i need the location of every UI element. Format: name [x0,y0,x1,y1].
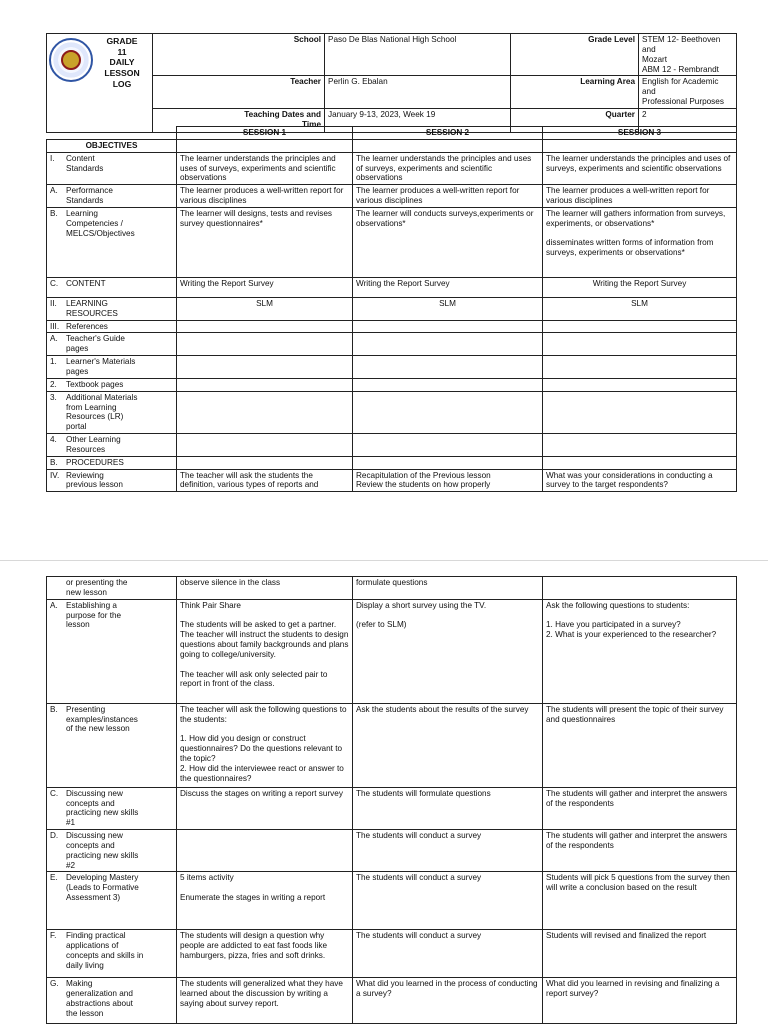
session-1-cell: The teacher will ask the students the definition, various types of reports and [177,469,353,492]
learning-area-value: English for Academic and Professional Purposes [639,76,737,109]
session-3-cell [543,577,737,600]
session-1-cell: Think Pair Share The students will be asked to get a partner. The teacher will instruct the students to design questions about family backgrounds and plans going to college/university. The teacher will ask only selected pair to report in front of the class. [177,599,353,703]
session-3-cell: The students will gather and interpret the answers of the respondents [543,787,737,829]
session-2-cell: The students will conduct a survey [353,872,543,930]
lesson-table-page1 [46,126,737,492]
row-number: 1. [50,357,57,367]
table-row [47,469,737,492]
row-label-cell [47,152,177,185]
row-label: Content Standards [66,153,104,173]
session-3-cell [543,434,737,457]
row-number: E. [50,873,58,883]
session-2-cell: Writing the Report Survey [353,277,543,297]
row-number: C. [50,278,59,288]
row-label: Performance Standards [66,186,113,206]
session-1-cell [177,830,353,872]
table-row [47,434,737,457]
row-number: B. [50,704,58,714]
session-2-header: SESSION 2 [353,127,543,140]
row-label-cell [47,703,177,787]
row-label-cell [47,577,177,600]
row-label: Finding practical applications of concepts and skills in daily living [66,931,144,970]
session-3-cell [543,378,737,391]
row-number: IV. [50,470,60,480]
row-number: II. [50,298,57,308]
session-2-cell [353,434,543,457]
session-1-cell [177,378,353,391]
session-1-cell [177,320,353,333]
row-number: F. [50,931,57,941]
session-2-cell: formulate questions [353,577,543,600]
table-row [47,703,737,787]
header-table [46,33,737,133]
session-2-cell [353,333,543,356]
row-number: A. [50,186,58,196]
table-row [47,978,737,1024]
page1-rows [47,152,737,492]
session-2-cell [353,456,543,469]
row-label-cell [47,978,177,1024]
learning-area-label: Learning Area [511,76,639,109]
row-label-cell [47,434,177,457]
session-2-cell: Display a short survey using the TV. (refer to SLM) [353,599,543,703]
page-2 [0,560,768,1024]
row-label-cell [47,333,177,356]
row-label-cell [47,787,177,829]
row-label: Making generalization and abstractions about the lesson [66,979,133,1018]
row-label-cell [47,391,177,433]
session-2-cell: What did you learned in the process of conducting a survey? [353,978,543,1024]
session-3-cell [543,391,737,433]
session-3-cell [543,333,737,356]
session-1-cell [177,391,353,433]
session-3-cell: What was your considerations in conducting a survey to the target respondents? [543,469,737,492]
session-3-header: SESSION 3 [543,127,737,140]
row-number: A. [50,600,58,610]
session-1-cell: Writing the Report Survey [177,277,353,297]
session-1-cell: Discuss the stages on writing a report survey [177,787,353,829]
table-row [47,185,737,208]
deped-seal-icon [49,38,93,82]
corner-cell [47,127,177,140]
session-2-cell: Recapitulation of the Previous lesson Review the students on how properly [353,469,543,492]
doc-title: GRADE 11 DAILY LESSON LOG [104,36,140,89]
session-2-cell [353,356,543,379]
row-label: Discussing new concepts and practicing new skills #1 [66,788,139,828]
grade-level-value: STEM 12- Beethoven and Mozart ABM 12 - Rembrandt [639,34,737,76]
session-1-cell: The learner understands the principles and uses of surveys, experiments and scientific observations [177,152,353,185]
row-label-cell [47,599,177,703]
table-row [47,277,737,297]
session-2-cell: Ask the students about the results of the survey [353,703,543,787]
objectives-heading: OBJECTIVES [47,139,177,152]
row-label: Textbook pages [66,379,124,389]
session-1-cell: The learner produces a well-written report for various disciplines [177,185,353,208]
session-3-cell: Ask the following questions to students: 1. Have you participated in a survey? 2. What is your experienced to the researcher? [543,599,737,703]
session-3-cell [543,320,737,333]
quarter-value: 2 [639,108,737,132]
session-1-cell [177,333,353,356]
lesson-table-page2 [46,576,737,1024]
row-number: III. [50,321,60,331]
row-number: D. [50,831,59,841]
logo-title-cell [47,34,153,133]
row-label-cell [47,185,177,208]
session-1-cell: observe silence in the class [177,577,353,600]
session-3-cell: The learner will gathers information from surveys, experiments, or observations* disseminates written forms of information from surveys, experiments or observations* [543,207,737,277]
session-3-cell [543,356,737,379]
table-row [47,787,737,829]
session-1-cell [177,456,353,469]
table-row [47,378,737,391]
school-label: School [153,34,325,76]
row-label: Presenting examples/instances of the new lesson [66,704,138,734]
row-label: Teacher's Guide pages [66,334,125,354]
row-number [50,578,66,598]
teacher-label: Teacher [153,76,325,109]
session-1-cell: 5 items activity Enumerate the stages in writing a report [177,872,353,930]
session-3-cell: The learner understands the principles and uses of surveys, experiments and scientific observations [543,152,737,185]
row-label: Developing Mastery (Leads to Formative Assessment 3) [66,873,139,903]
session-2-cell: The learner produces a well-written report for various disciplines [353,185,543,208]
session-1-cell: The students will design a question why people are addicted to eat fast foods like hamburgers, pizza, fries and soft drinks. [177,930,353,978]
session-3-cell: SLM [543,297,737,320]
table-row [47,456,737,469]
row-label-cell [47,456,177,469]
session-3-cell: Students will revised and finalized the report [543,930,737,978]
row-number: I. [50,153,55,163]
row-number: 3. [50,392,57,402]
dates-value: January 9-13, 2023, Week 19 [325,108,511,132]
row-number: G. [50,979,59,989]
session-3-cell: What did you learned in revising and finalizing a report survey? [543,978,737,1024]
session-2-cell: The learner will conducts surveys,experiments or observations* [353,207,543,277]
row-label: References [66,321,108,331]
row-label-cell [47,378,177,391]
session-3-cell: The learner produces a well-written report for various disciplines [543,185,737,208]
row-label-cell [47,320,177,333]
row-label-cell [47,207,177,277]
session-1-header: SESSION 1 [177,127,353,140]
session-3-cell: The students will gather and interpret the answers of the respondents [543,830,737,872]
session-3-cell: The students will present the topic of their survey and questionnaires [543,703,737,787]
session-1-cell [177,356,353,379]
row-label: Learner's Materials pages [66,357,136,376]
session-1-cell: SLM [177,297,353,320]
session-3-cell [543,456,737,469]
row-number: B. [50,457,58,467]
session-2-cell: The students will conduct a survey [353,830,543,872]
page2-rows [47,577,737,1024]
table-row [47,830,737,872]
row-number: C. [50,788,59,798]
table-row [47,391,737,433]
row-label: or presenting the new lesson [66,578,128,597]
row-label: Other Learning Resources [66,435,121,454]
session-3-cell: Students will pick 5 questions from the survey then will write a conclusion based on the result [543,872,737,930]
session-1-cell: The students will generalized what they have learned about the discussion by writing a saying about survey report. [177,978,353,1024]
session-2-cell: The students will conduct a survey [353,930,543,978]
row-label-cell [47,930,177,978]
session-1-cell: The teacher will ask the following questions to the students: 1. How did you design or construct questionnaires? Do the questions relevant to the topic? 2. How did the interviewee react or answer to the questionnaires? [177,703,353,787]
row-label: Discussing new concepts and practicing new skills #2 [66,831,139,870]
session-2-cell: SLM [353,297,543,320]
row-label-cell [47,469,177,492]
table-row [47,930,737,978]
row-number: B. [50,208,58,218]
row-number: 4. [50,435,57,445]
table-row [47,356,737,379]
table-row [47,152,737,185]
row-number: A. [50,334,58,344]
session-2-cell: The students will formulate questions [353,787,543,829]
session-1-cell [177,434,353,457]
row-label-cell [47,872,177,930]
session-2-cell [353,320,543,333]
session-2-cell: The learner understands the principles and uses of surveys, experiments and scientific observations [353,152,543,185]
table-row [47,297,737,320]
grade-level-label: Grade Level [511,34,639,76]
row-label: Additional Materials from Learning Resources (LR) portal [66,392,138,432]
table-row [47,320,737,333]
row-number: 2. [50,379,57,389]
session-1-cell: The learner will designs, tests and revises survey questionnaires* [177,207,353,277]
teacher-value: Perlin G. Ebalan [325,76,511,109]
row-label: Learning Competencies / MELCS/Objectives [66,208,135,238]
row-label: LEARNING RESOURCES [66,298,118,318]
row-label: Establishing a purpose for the lesson [66,600,122,630]
row-label-cell [47,297,177,320]
row-label-cell [47,277,177,297]
table-row [47,599,737,703]
row-label-cell [47,830,177,872]
session-3-cell: Writing the Report Survey [543,277,737,297]
table-row [47,207,737,277]
row-label: PROCEDURES [66,457,124,467]
quarter-label: Quarter [511,108,639,132]
table-row [47,333,737,356]
row-label: CONTENT [66,278,106,288]
table-row [47,872,737,930]
table-row [47,577,737,600]
dates-label: Teaching Dates and Time [153,108,325,132]
session-2-cell [353,378,543,391]
session-2-cell [353,391,543,433]
row-label-cell [47,356,177,379]
row-label: Reviewing previous lesson [66,470,123,490]
school-value: Paso De Blas National High School [325,34,511,76]
